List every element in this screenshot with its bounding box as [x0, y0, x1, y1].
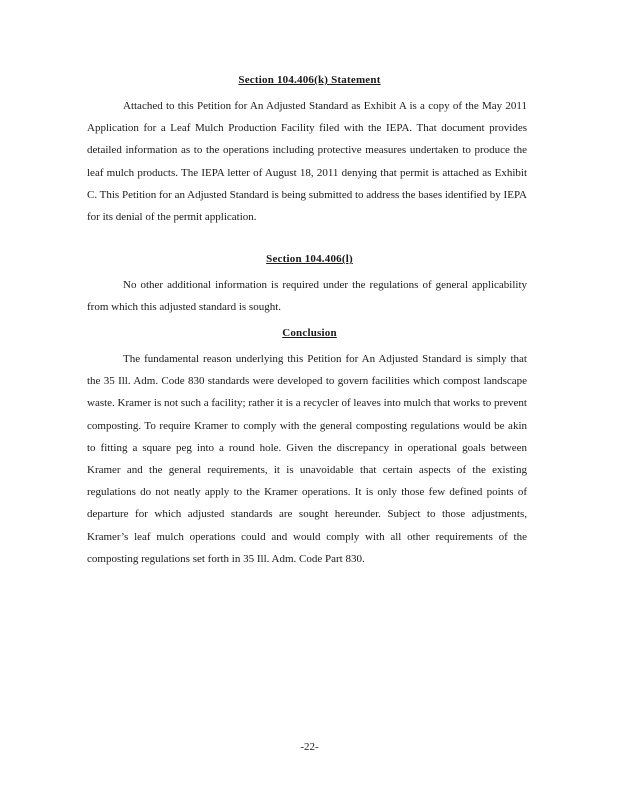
- section-paragraph-conclusion: [87, 348, 527, 570]
- section-paragraph-k: [87, 95, 527, 228]
- section-heading-l: Section 104.406(l): [266, 253, 353, 265]
- section-heading-k: Section 104.406(k) Statement: [238, 74, 381, 86]
- paragraph-text: The fundamental reason underlying this Petition for An Adjusted Standard is simply that the 35 Ill. Adm. Code 830 standards were developed to govern facilities which compost landscape waste. Kramer is not such a facility; rather it is a recycler of leaves into mulch that works to prevent composting. To require Kramer to comply with the general composting regulations would be akin to fitting a square peg into a round hole. Given the discrepancy in operational goals between Kramer and the general requirements, it is unavoidable that certain aspects of the existing regulations do not neatly apply to the Kramer operations. It is only those few defined points of departure for which adjusted standards are sought hereunder. Subject to those adjustments, Kramer’s leaf mulch operations could and would comply with all other requirements of the composting regulations set forth in 35 Ill. Adm. Code Part 830.: [87, 353, 527, 565]
- section-heading-conclusion: Conclusion: [282, 327, 337, 339]
- paragraph-text: No other additional information is required under the regulations of general applicability from which this adjusted standard is sought.: [87, 279, 527, 314]
- paragraph-text: Attached to this Petition for An Adjusted Standard as Exhibit A is a copy of the May 2011 Application for a Leaf Mulch Production Facility filed with the IEPA. That document provides detailed information as to the operations including protective measures undertaken to produce the leaf mulch products. The IEPA letter of August 18, 2011 denying that permit is attached as Exhibit C. This Petition for an Adjusted Standard is being submitted to address the bases identified by IEPA for its denial of the permit application.: [87, 100, 527, 224]
- page-number: -22-: [300, 741, 319, 753]
- section-paragraph-l: [87, 274, 527, 318]
